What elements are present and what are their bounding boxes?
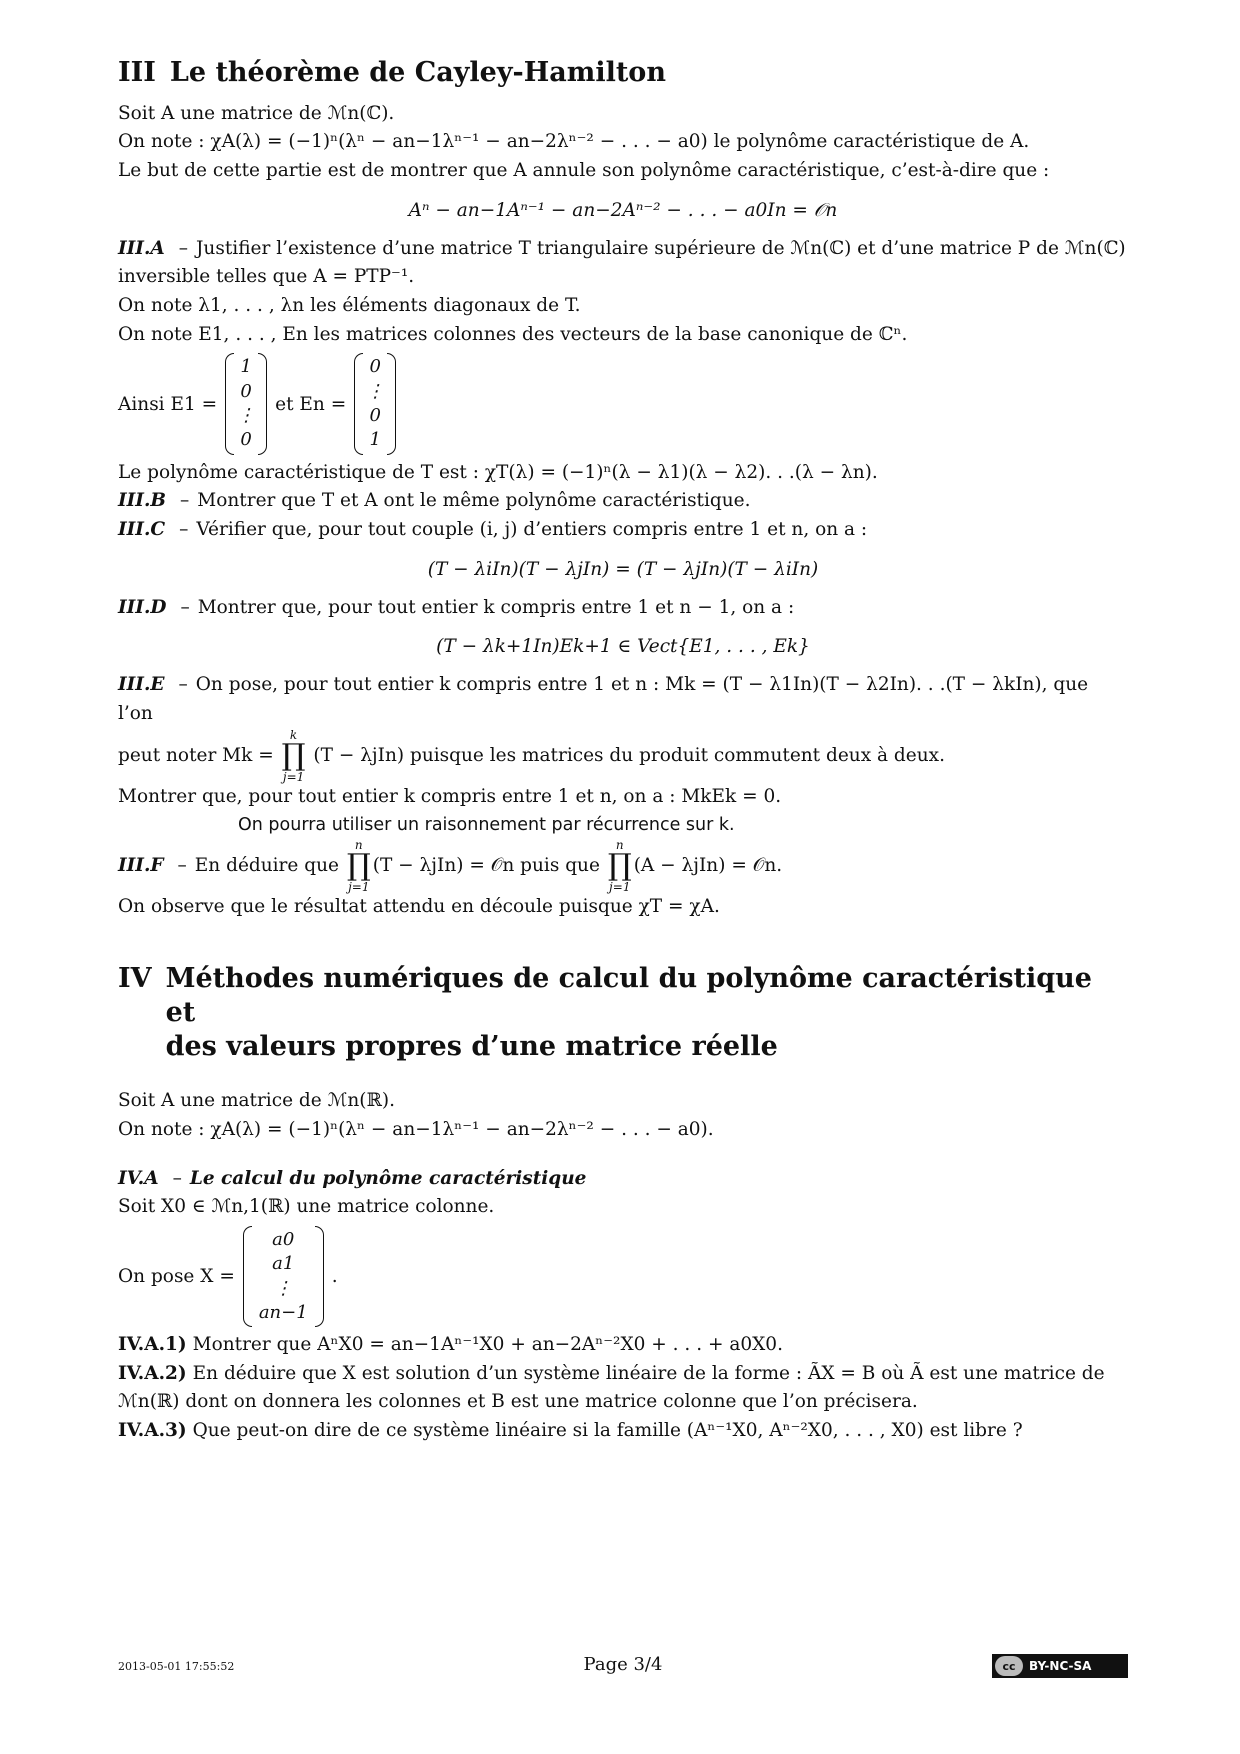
question-III-B: III.B – Montrer que T et A ont le même polynôme caractéristique. — [118, 490, 751, 512]
text-line: On note E1, . . . , En les matrices colonnes des vecteurs de la base canonique de ℂⁿ. — [118, 323, 908, 345]
ainsi-label: Ainsi E1 = — [118, 393, 218, 415]
matrix-entry: 0 — [369, 356, 381, 378]
subsection-title: Le calcul du polynôme caractéristique — [189, 1167, 587, 1189]
matrix-entry: ⋮ — [274, 1277, 293, 1299]
product-lower: j=1 — [609, 880, 631, 895]
question-label: III.A — [118, 237, 165, 259]
question-text: Vérifier que, pour tout couple (i, j) d’entiers compris entre 1 et n, on a : — [196, 518, 868, 540]
question-III-A: III.A – Justifier l’existence d’une matrice T triangulaire supérieure de ℳn(ℂ) et d’une matrice P de ℳn(ℂ) inversible telles que A = PTP⁻¹. — [118, 237, 1126, 288]
text-line: Montrer que, pour tout entier k compris entre 1 et n, on a : MkEk = 0. — [118, 785, 782, 807]
pose-label: On pose X = — [118, 1266, 235, 1288]
question-label: III.F — [118, 855, 164, 877]
question-label: III.E — [118, 674, 165, 696]
main-equation: Aⁿ − an−1Aⁿ⁻¹ − an−2Aⁿ⁻² − . . . − a0In = 𝒪n — [408, 199, 838, 221]
question-label: IV.A.3) — [118, 1420, 187, 1442]
product-lower: j=1 — [348, 880, 370, 895]
matrix-entry: a1 — [272, 1253, 295, 1275]
intro-line: Le but de cette partie est de montrer que A annule son polynôme caractéristique, c’est-à-dire que : — [118, 160, 1050, 182]
subsection-IV-A: IV.A – Le calcul du polynôme caractéristique — [118, 1167, 587, 1189]
question-III-D: III.D – Montrer que, pour tout entier k compris entre 1 et n − 1, on a : — [118, 596, 795, 618]
intro-line: Soit A une matrice de ℳn(ℝ). — [118, 1090, 395, 1112]
intro-line: On note : χA(λ) = (−1)ⁿ(λⁿ − an−1λⁿ⁻¹ − an−2λⁿ⁻² − . . . − a0) le polynôme caractéristique de A. — [118, 131, 1030, 153]
product-upper: n — [354, 838, 363, 853]
question-label: III.B — [118, 490, 167, 512]
text-line: Soit X0 ∈ ℳn,1(ℝ) une matrice colonne. — [118, 1196, 495, 1218]
matrix-entry: ⋮ — [366, 380, 385, 402]
question-text: Justifier l’existence d’une matrice T triangulaire supérieure de ℳn(ℂ) et d’une matrice P de ℳn(ℂ) inversible telles que A = PTP⁻¹. — [118, 237, 1126, 288]
poly-T-line: Le polynôme caractéristique de T est : χT(λ) = (−1)ⁿ(λ − λ1)(λ − λ2). . .(λ − λn). — [118, 461, 878, 483]
product-symbol — [282, 729, 306, 783]
section-3-heading — [118, 56, 1128, 90]
pi-icon: ∏ — [346, 848, 371, 884]
conclusion-line: On observe que le résultat attendu en découle puisque χT = χA. — [118, 896, 720, 918]
question-label: III.D — [118, 596, 167, 618]
hint: On pourra utiliser un raisonnement par récurrence sur k. — [238, 815, 735, 836]
pi-icon: ∏ — [281, 737, 306, 773]
question-IV-A-1 — [118, 1331, 1128, 1360]
vector-X — [118, 1226, 1128, 1327]
matrix-entry: 0 — [369, 405, 381, 427]
text-fragment: En déduire que — [194, 855, 339, 877]
text-fragment: peut noter Mk = — [118, 744, 274, 766]
text-fragment: (T − λjIn) = 𝒪n puis que — [372, 855, 600, 877]
equation-III-D: (T − λk+1In)Ek+1 ∈ Vect{E1, . . . , Ek} — [436, 636, 810, 658]
question-text: On pose, pour tout entier k compris entre 1 et n : Mk = (T − λ1In)(T − λ2In). . .(T − λkIn), que l’on — [118, 674, 1089, 724]
product-symbol — [347, 839, 371, 893]
product-line — [118, 729, 1128, 783]
matrix-entry: 0 — [240, 380, 252, 402]
period: . — [331, 1266, 338, 1288]
cc-icon: cc — [995, 1656, 1023, 1676]
et-label: et En = — [275, 393, 347, 415]
section-title: Le théorème de Cayley-Hamilton — [169, 57, 666, 88]
subsection-label: IV.A — [118, 1167, 159, 1189]
question-text: Que peut-on dire de ce système linéaire si la famille (Aⁿ⁻¹X0, Aⁿ⁻²X0, . . . , X0) est libre ? — [192, 1420, 1023, 1442]
question-text: En déduire que X est solution d’un système linéaire de la forme : ÃX = B où Ã est une matrice de ℳn(ℝ) dont on donnera les colonnes et B est une matrice colonne que l’on précisera. — [118, 1362, 1105, 1413]
matrix-X — [243, 1226, 324, 1327]
intro-line: On note : χA(λ) = (−1)ⁿ(λⁿ − an−1λⁿ⁻¹ − an−2λⁿ⁻² − . . . − a0). — [118, 1118, 714, 1140]
product-upper: n — [615, 838, 624, 853]
section-4-heading — [118, 962, 1128, 1063]
matrix-entry: a0 — [272, 1228, 295, 1250]
product-upper: k — [289, 727, 298, 742]
product-lower: j=1 — [282, 769, 305, 784]
question-text: Montrer que T et A ont le même polynôme caractéristique. — [197, 490, 751, 512]
matrix-entry: 1 — [369, 429, 381, 451]
matrix-entry: 1 — [240, 356, 252, 378]
equation-III-C: (T − λiIn)(T − λjIn) = (T − λjIn)(T − λiIn) — [427, 558, 819, 580]
matrix-entry: ⋮ — [237, 405, 256, 427]
intro-line: Soit A une matrice de ℳn(ℂ). — [118, 102, 395, 124]
product-symbol — [608, 839, 632, 893]
matrix-En — [354, 353, 396, 454]
question-III-C: III.C – Vérifier que, pour tout couple (i, j) d’entiers compris entre 1 et n, on a : — [118, 518, 868, 540]
title-line: Méthodes numériques de calcul du polynôme caractéristique et — [165, 963, 1092, 1028]
question-IV-A-3 — [118, 1417, 1128, 1446]
text-line: On note λ1, . . . , λn les éléments diagonaux de T. — [118, 295, 581, 317]
section-number: IV — [118, 963, 152, 995]
question-III-F: III.F – En déduire que n ∏ j=1 (T − λjIn) = 𝒪n puis que n ∏ j=1 (A − λjIn) = 𝒪n. — [118, 838, 783, 895]
pi-icon: ∏ — [607, 848, 632, 884]
question-label: III.C — [118, 518, 166, 540]
section-number: III — [118, 57, 156, 88]
page-footer — [118, 1652, 1128, 1682]
question-III-E: III.E – On pose, pour tout entier k compris entre 1 et n : Mk = (T − λ1In)(T − λ2In). . .(T − λkIn), que l’on — [118, 674, 1089, 724]
question-text: Montrer que AⁿX0 = an−1Aⁿ⁻¹X0 + an−2Aⁿ⁻²X0 + . . . + a0X0. — [192, 1334, 783, 1356]
text-fragment: (A − λjIn) = 𝒪n. — [633, 855, 783, 877]
title-line: des valeurs propres d’une matrice réelle — [165, 1030, 778, 1062]
matrix-E1 — [225, 353, 267, 454]
text-fragment: (T − λjIn) puisque les matrices du produit commutent deux à deux. — [313, 744, 945, 766]
page-content — [118, 56, 1128, 1446]
question-IV-A-2 — [118, 1360, 1128, 1417]
matrix-entry: 0 — [240, 429, 252, 451]
matrix-entry: an−1 — [258, 1301, 308, 1323]
license-label: BY-NC-SA — [1029, 1659, 1092, 1673]
page-number: Page 3/4 — [583, 1654, 663, 1675]
question-label: IV.A.1) — [118, 1334, 187, 1356]
question-text: Montrer que, pour tout entier k compris entre 1 et n − 1, on a : — [197, 596, 795, 618]
license-badge — [992, 1654, 1128, 1678]
timestamp: 2013-05-01 17:55:52 — [118, 1660, 235, 1673]
basis-vectors — [118, 353, 1128, 454]
question-label: IV.A.2) — [118, 1362, 187, 1384]
section-title — [166, 962, 1128, 1063]
